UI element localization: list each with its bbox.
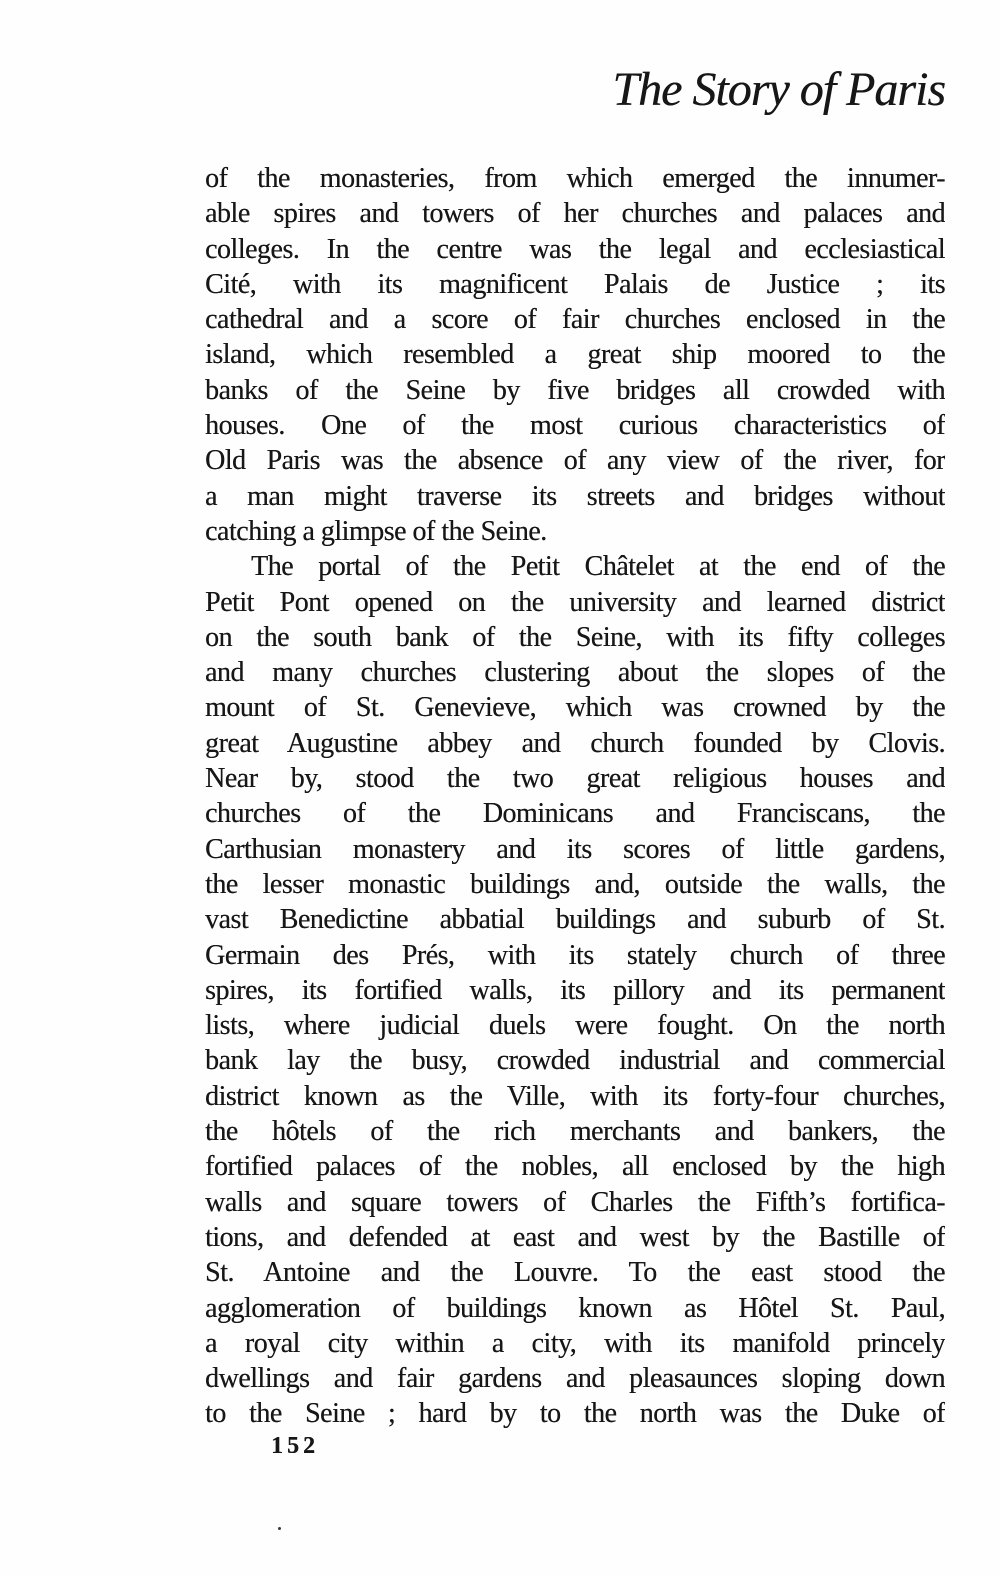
text-line: on the south bank of the Seine, with its fifty colleges <box>205 621 945 653</box>
text-line: lists, where judicial duels were fought. On the north <box>205 1010 945 1042</box>
text-line: tions, and defended at east and west by the Bastille of <box>205 1221 945 1253</box>
page-number: 152 <box>271 1433 319 1459</box>
text-line: to the Seine ; hard by to the north was the Duke of <box>205 1398 945 1430</box>
scan-speck <box>278 1527 281 1530</box>
text-line: bank lay the busy, crowded industrial and commercial <box>205 1045 945 1077</box>
text-line: a royal city within a city, with its manifold princely <box>205 1327 945 1359</box>
text-line: of the monasteries, from which emerged the innumer- <box>205 163 945 194</box>
text-line: dwellings and fair gardens and pleasaunces sloping down <box>205 1363 945 1395</box>
text-line: churches of the Dominicans and Franciscans, the <box>205 798 945 830</box>
text-line: colleges. In the centre was the legal and ecclesiastical <box>205 233 945 265</box>
text-line: banks of the Seine by five bridges all crowded with <box>205 374 945 406</box>
text-line: mount of St. Genevieve, which was crowned by the <box>205 692 945 724</box>
text-line: Old Paris was the absence of any view of the river, for <box>205 445 945 477</box>
text-line: The portal of the Petit Châtelet at the end of the <box>251 551 945 583</box>
text-block <box>205 161 945 1432</box>
text-line: catching a glimpse of the Seine. <box>205 515 547 547</box>
text-line: Petit Pont opened on the university and learned district <box>205 586 945 618</box>
text-line: cathedral and a score of fair churches enclosed in the <box>205 304 945 336</box>
text-line: great Augustine abbey and church founded by Clovis. <box>205 727 945 759</box>
text-line: Cité, with its magnificent Palais de Justice ; its <box>205 268 945 300</box>
running-head: The Story of Paris <box>612 63 945 116</box>
text-line: St. Antoine and the Louvre. To the east stood the <box>205 1257 945 1289</box>
text-line: island, which resembled a great ship moored to the <box>205 339 945 371</box>
text-line: walls and square towers of Charles the Fifth’s fortifica- <box>205 1186 945 1218</box>
text-line: able spires and towers of her churches and palaces and <box>205 198 945 230</box>
text-line: district known as the Ville, with its forty-four churches, <box>205 1080 945 1112</box>
text-line: a man might traverse its streets and bridges without <box>205 480 945 512</box>
text-line: Near by, stood the two great religious houses and <box>205 763 945 795</box>
text-line: houses. One of the most curious characteristics of <box>205 410 945 442</box>
text-line: vast Benedictine abbatial buildings and suburb of St. <box>205 904 945 936</box>
text-line: Germain des Prés, with its stately church of three <box>205 939 945 971</box>
text-line: agglomeration of buildings known as Hôtel St. Paul, <box>205 1292 945 1324</box>
text-line: the hôtels of the rich merchants and bankers, the <box>205 1116 945 1148</box>
text-line: and many churches clustering about the slopes of the <box>205 657 945 689</box>
text-line: the lesser monastic buildings and, outside the walls, the <box>205 868 945 900</box>
text-line: fortified palaces of the nobles, all enclosed by the high <box>205 1151 945 1183</box>
text-line: spires, its fortified walls, its pillory and its permanent <box>205 974 945 1006</box>
text-line: Carthusian monastery and its scores of little gardens, <box>205 833 945 865</box>
